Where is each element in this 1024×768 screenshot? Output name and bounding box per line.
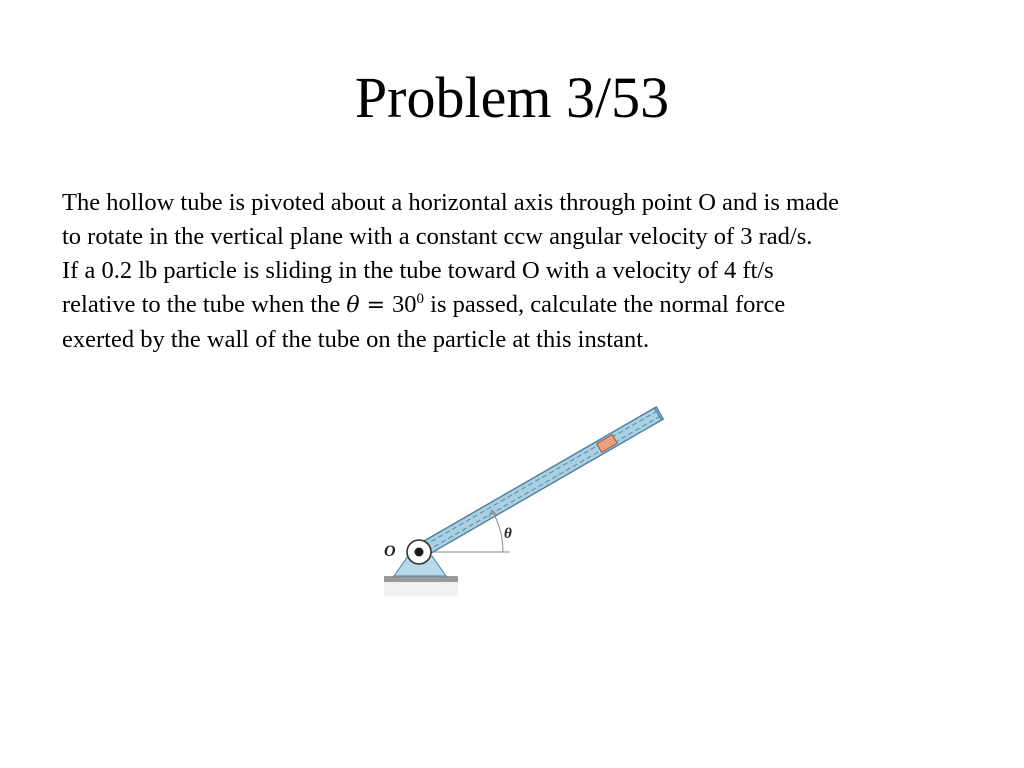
theta-symbol: θ xyxy=(346,293,360,318)
tube-diagram xyxy=(370,400,670,600)
pivot-center xyxy=(415,548,424,557)
angle-label: θ xyxy=(504,526,512,542)
equals-sign: = xyxy=(359,293,393,318)
slide-title: Problem 3/53 xyxy=(354,65,670,130)
angle-value: 30 xyxy=(392,291,417,318)
degree-superscript: 0 xyxy=(416,291,425,307)
particle xyxy=(597,435,618,453)
line-4-end: is passed, calculate the normal force xyxy=(424,291,786,318)
problem-line-2: to rotate in the vertical plane with a constant ccw angular velocity of 3 rad/s. xyxy=(62,223,813,250)
problem-statement xyxy=(62,186,992,357)
problem-line-3: If a 0.2 lb particle is sliding in the tube toward O with a velocity of 4 ft/s xyxy=(62,257,774,284)
tube-inner-wall-top xyxy=(418,411,657,549)
pivot-label: O xyxy=(384,543,396,560)
ground xyxy=(384,576,458,582)
line-4-start: relative to the tube when the xyxy=(62,291,347,318)
tube-body xyxy=(412,407,663,560)
hollow-tube xyxy=(412,407,663,560)
problem-line-5: exerted by the wall of the tube on the particle at this instant. xyxy=(62,326,650,353)
problem-line-4 xyxy=(62,288,992,323)
tube-inner-wall-bottom xyxy=(421,417,660,555)
ground-shadow xyxy=(384,582,458,596)
problem-line-1: The hollow tube is pivoted about a horizontal axis through point O and is made xyxy=(62,189,840,216)
tube-diagram-svg xyxy=(370,400,670,600)
